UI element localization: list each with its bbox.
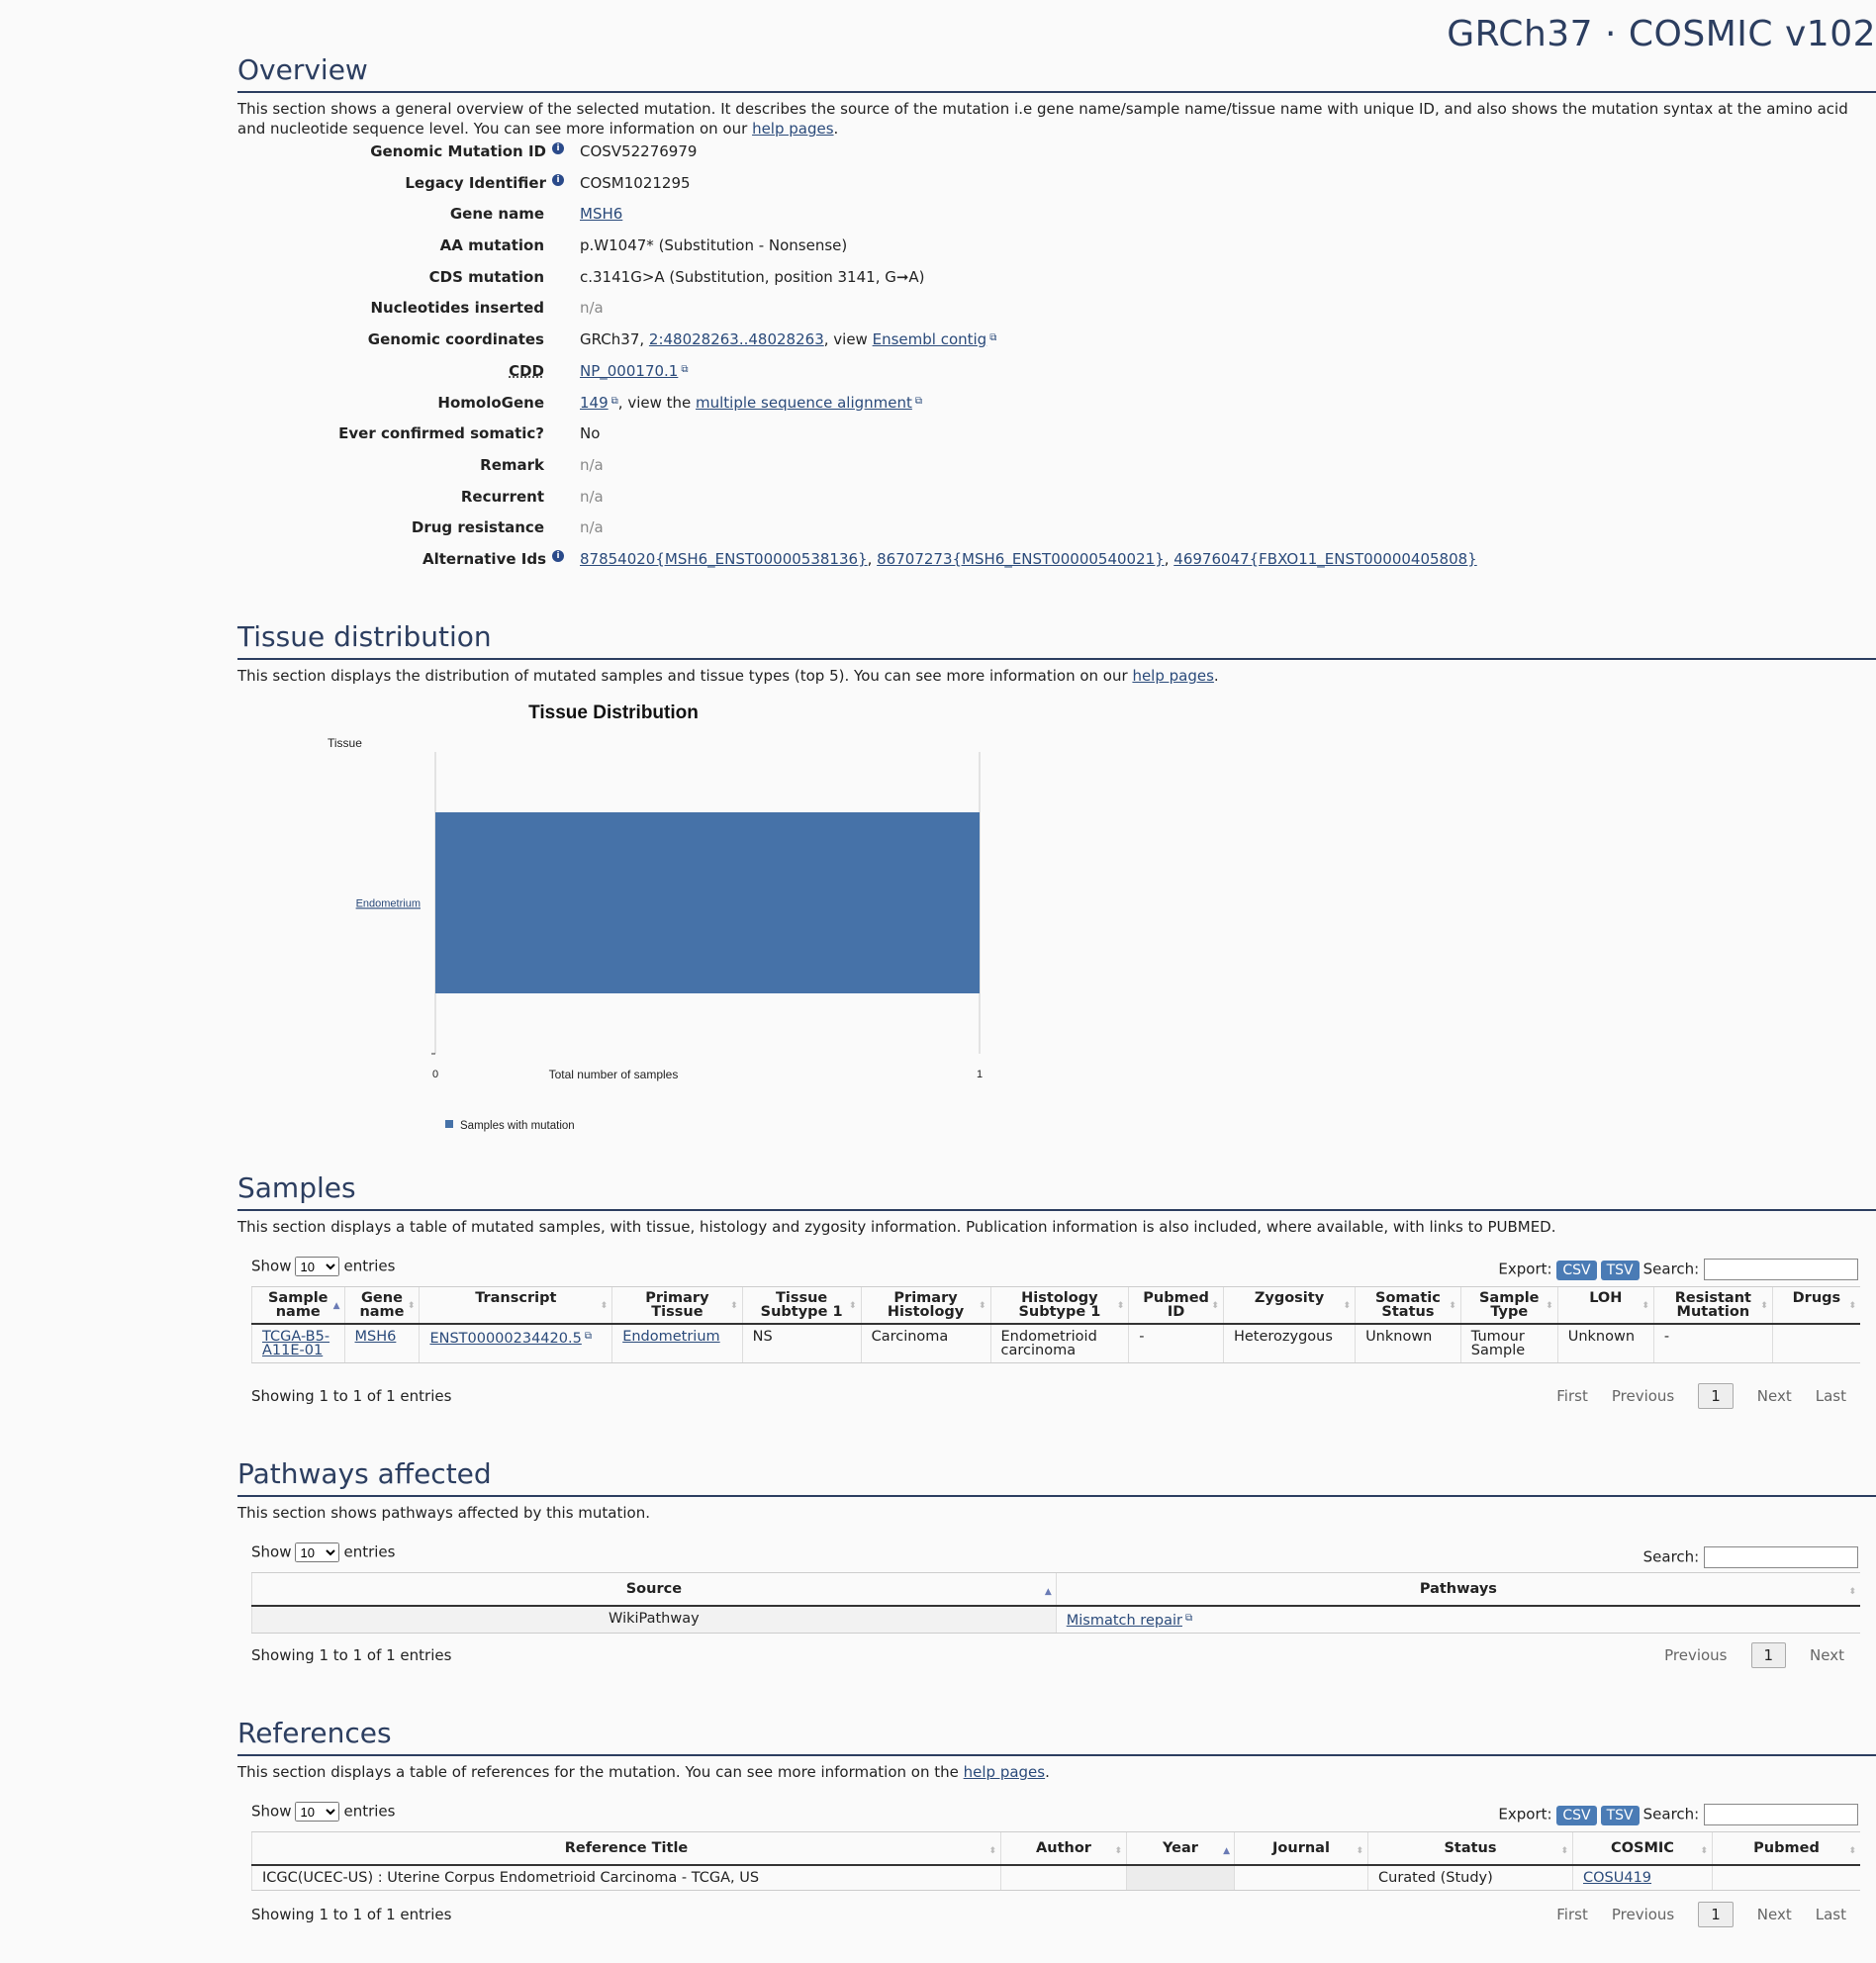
legend-label: Samples with mutation: [460, 1120, 575, 1132]
help-pages-link[interactable]: help pages: [1132, 667, 1214, 685]
pathway-link[interactable]: Mismatch repair: [1066, 1613, 1182, 1629]
transcript-link[interactable]: ENST00000234420.5: [429, 1331, 582, 1347]
current-page-button[interactable]: 1: [1751, 1642, 1787, 1668]
external-link-icon: ⧉: [914, 395, 923, 407]
x-tick-label: 0: [431, 1069, 439, 1080]
samples-toolbar: Export: CSV TSV Search:: [1498, 1259, 1858, 1280]
search-input[interactable]: [1704, 1804, 1858, 1825]
column-header[interactable]: Status ⬍: [1368, 1832, 1573, 1866]
first-page-button[interactable]: First: [1556, 1387, 1588, 1405]
first-page-button[interactable]: First: [1556, 1906, 1588, 1923]
previous-page-button[interactable]: Previous: [1611, 1387, 1675, 1405]
current-page-button[interactable]: 1: [1698, 1383, 1734, 1409]
next-page-button[interactable]: Next: [1756, 1387, 1792, 1405]
sequence-alignment-link[interactable]: multiple sequence alignment: [696, 393, 912, 412]
cosmic-study-link[interactable]: COSU419: [1583, 1870, 1652, 1886]
export-tsv-button[interactable]: TSV: [1601, 1261, 1640, 1280]
release-title: GRCh37 · COSMIC v102: [1447, 14, 1876, 54]
ever-confirmed-value: No: [580, 424, 601, 443]
alternative-id-link[interactable]: 46976047{FBXO11_ENST00000405808}: [1173, 549, 1477, 568]
column-header[interactable]: Drugs ⬍: [1772, 1287, 1860, 1325]
info-icon[interactable]: i: [552, 142, 564, 154]
references-pagination: [1533, 1902, 1846, 1927]
info-icon[interactable]: i: [552, 174, 564, 186]
entries-select[interactable]: [295, 1542, 339, 1562]
column-header[interactable]: Zygosity ⬍: [1223, 1287, 1355, 1325]
bar: [435, 812, 980, 993]
column-header[interactable]: Pathways ⬍: [1056, 1573, 1860, 1607]
samples-info: Showing 1 to 1 of 1 entries: [251, 1387, 452, 1405]
export-tsv-button[interactable]: TSV: [1601, 1806, 1640, 1825]
pathways-pagination: [1641, 1642, 1844, 1668]
genomic-mutation-id-value: COSV52276979: [580, 142, 698, 160]
chart-title: Tissue Distribution: [528, 702, 699, 723]
pathways-intro: This section shows pathways affected by this mutation.: [237, 1504, 650, 1522]
column-header[interactable]: Primary Histology ⬍: [861, 1287, 990, 1325]
tissue-section: [237, 618, 1876, 686]
external-link-icon: ⧉: [989, 332, 997, 344]
gene-name-link[interactable]: MSH6: [580, 205, 623, 224]
overview-details: Genomic Mutation ID i COSV52276979 Legacy Identifier i COSM1021295 Gene name MSH6 AA mutation p.W1047* (Substitution - Nonsense) CDS mutation c.3141G>A (Substitution, position 3141, G➞A) Nucleotides inserted n/a Genomic coordinates GRCh37, 2:48028263..48028263, view Ensembl contig ⧉ CDD NP_000170.1 ⧉ HomoloGene 149 ⧉, view the multiple sequence alignment ⧉ Ever confirmed somatic? No Remark n/a Recurrent n/a Drug resistance n/a Alternative Ids i 87854020{MSH6_ENST00000538136}, 86707273{MSH6_ENST00000540021}, 46976047{FBXO11_ENST00000405808}: [237, 142, 1425, 582]
tissue-intro: This section displays the distribution of mutated samples and tissue types (top 5). You can see more information on our help pages.: [237, 667, 1219, 685]
y-axis-label: Tissue: [328, 736, 362, 750]
tissue-link[interactable]: Endometrium: [622, 1329, 720, 1345]
external-link-icon: ⧉: [1184, 1613, 1193, 1624]
column-header[interactable]: Source ▲: [252, 1573, 1057, 1607]
references-heading: References: [237, 1715, 1876, 1756]
samples-intro: This section displays a table of mutated samples, with tissue, histology and zygosity information. Publication information is also included, where available, with links to PUBMED.: [237, 1218, 1556, 1236]
samples-heading: Samples: [237, 1169, 1876, 1211]
gene-link[interactable]: MSH6: [354, 1329, 397, 1345]
pathways-toolbar: Search:: [1643, 1546, 1858, 1568]
sample-link[interactable]: TCGA-B5-A11E-01: [262, 1329, 330, 1358]
tissue-distribution-chart: [297, 693, 1009, 1148]
references-toolbar: Export: CSV TSV Search:: [1498, 1804, 1858, 1825]
references-length-control: Show 10 entries: [251, 1802, 395, 1822]
column-header[interactable]: Tissue Subtype 1 ⬍: [742, 1287, 861, 1325]
aa-mutation-value: p.W1047* (Substitution - Nonsense): [580, 236, 848, 255]
pathways-info: Showing 1 to 1 of 1 entries: [251, 1646, 452, 1664]
field-label: AA mutation: [439, 236, 544, 255]
references-info: Showing 1 to 1 of 1 entries: [251, 1906, 452, 1923]
export-csv-button[interactable]: CSV: [1556, 1261, 1596, 1280]
column-header[interactable]: Sample Type ⬍: [1460, 1287, 1557, 1325]
table-row: WikiPathway Mismatch repair ⧉: [252, 1606, 1861, 1634]
column-header[interactable]: Year ▲: [1127, 1832, 1235, 1866]
search-input[interactable]: [1704, 1259, 1858, 1280]
table-row: ICGC(UCEC-US) : Uterine Corpus Endometrioid Carcinoma - TCGA, US Curated (Study) COSU419: [252, 1865, 1861, 1891]
remark-value: n/a: [580, 455, 604, 474]
references-section: [237, 1715, 1876, 1782]
x-axis-label: Total number of samples: [548, 1068, 679, 1081]
cdd-link[interactable]: NP_000170.1: [580, 361, 679, 380]
alternative-id-link[interactable]: 87854020{MSH6_ENST00000538136}: [580, 549, 868, 568]
samples-pagination: [1533, 1383, 1846, 1409]
pathways-length-control: Show 10 entries: [251, 1542, 395, 1562]
help-pages-link[interactable]: help pages: [963, 1763, 1046, 1781]
genomic-coordinates-link[interactable]: 2:48028263..48028263: [648, 330, 824, 349]
external-link-icon: ⧉: [610, 395, 618, 407]
ensembl-contig-link[interactable]: Ensembl contig: [872, 330, 987, 349]
column-header[interactable]: Journal ⬍: [1235, 1832, 1368, 1866]
table-row: TCGA-B5-A11E-01 MSH6 ENST00000234420.5 ⧉ Endometrium NS Carcinoma Endometrioid carcinoma - Heterozygous Unknown Tumour Sample Unknown -: [252, 1324, 1861, 1363]
field-label: Genomic coordinates: [367, 330, 544, 349]
recurrent-value: n/a: [580, 487, 604, 506]
field-label: CDD: [509, 361, 544, 380]
entries-select[interactable]: [295, 1257, 339, 1276]
column-header[interactable]: LOH ⬍: [1557, 1287, 1653, 1325]
field-label: Ever confirmed somatic?: [338, 424, 544, 443]
column-header[interactable]: Sample name ▲: [252, 1287, 345, 1325]
field-label: HomoloGene: [437, 393, 544, 412]
column-header[interactable]: Pubmed ⬍: [1713, 1832, 1861, 1866]
field-label: Remark: [480, 455, 544, 474]
column-header[interactable]: Author ⬍: [1001, 1832, 1127, 1866]
pathways-table: [251, 1572, 1860, 1634]
last-page-button[interactable]: Last: [1815, 1906, 1846, 1923]
previous-page-button[interactable]: Previous: [1664, 1646, 1728, 1664]
search-input[interactable]: [1704, 1546, 1858, 1568]
column-header[interactable]: COSMIC ⬍: [1573, 1832, 1713, 1866]
pathways-section: [237, 1455, 1876, 1523]
column-header[interactable]: Transcript ⬍: [420, 1287, 612, 1325]
column-header[interactable]: Somatic Status ⬍: [1356, 1287, 1461, 1325]
x-tick-label: 1: [976, 1069, 984, 1080]
alternative-id-link[interactable]: 86707273{MSH6_ENST00000540021}: [877, 549, 1165, 568]
samples-table: [251, 1286, 1860, 1363]
field-label: Legacy Identifier: [405, 173, 546, 192]
next-page-button[interactable]: Next: [1756, 1906, 1792, 1923]
field-label: Genomic Mutation ID: [370, 142, 546, 160]
tissue-heading: Tissue distribution: [237, 618, 1876, 660]
category-label[interactable]: Endometrium: [355, 897, 421, 910]
column-header[interactable]: Histology Subtype 1 ⬍: [990, 1287, 1129, 1325]
help-pages-link[interactable]: help pages: [752, 120, 834, 138]
nucleotides-inserted-value: n/a: [580, 299, 604, 318]
field-label: Recurrent: [460, 487, 544, 506]
entries-select[interactable]: [295, 1802, 339, 1822]
field-label: CDS mutation: [428, 267, 544, 286]
field-label: Gene name: [449, 205, 544, 224]
cds-mutation-value: c.3141G>A (Substitution, position 3141, G➞A): [580, 267, 925, 286]
info-icon[interactable]: i: [552, 550, 564, 562]
drug-resistance-value: n/a: [580, 518, 604, 537]
next-page-button[interactable]: Next: [1810, 1646, 1844, 1664]
overview-section: [237, 51, 1876, 568]
column-header[interactable]: Resistant Mutation ⬍: [1653, 1287, 1772, 1325]
column-header[interactable]: Primary Tissue ⬍: [612, 1287, 742, 1325]
last-page-button[interactable]: Last: [1815, 1387, 1846, 1405]
previous-page-button[interactable]: Previous: [1611, 1906, 1675, 1923]
external-link-icon: ⧉: [584, 1331, 592, 1342]
field-label: Drug resistance: [411, 518, 544, 537]
current-page-button[interactable]: 1: [1698, 1902, 1734, 1927]
pathways-heading: Pathways affected: [237, 1455, 1876, 1497]
legacy-identifier-value: COSM1021295: [580, 173, 691, 192]
legend-swatch: [445, 1120, 453, 1128]
references-intro: This section displays a table of references for the mutation. You can see more information on the help pages.: [237, 1763, 1050, 1781]
overview-intro: This section shows a general overview of the selected mutation. It describes the source of the mutation i.e gene name/sample name/tissue name with unique ID, and also shows the mutation syntax at the amino acid and nucleotide sequence level. You can see more information on our help pages.: [237, 100, 1848, 138]
column-header[interactable]: Reference Title ⬍: [252, 1832, 1001, 1866]
field-label: Nucleotides inserted: [370, 299, 544, 318]
references-table: [251, 1831, 1860, 1891]
samples-length-control: Show 10 entries: [251, 1257, 395, 1276]
overview-heading: Overview: [237, 51, 1876, 93]
homologene-link[interactable]: 149: [580, 393, 609, 412]
external-link-icon: ⧉: [681, 363, 689, 375]
column-header[interactable]: Gene name ⬍: [344, 1287, 420, 1325]
samples-section: [237, 1169, 1876, 1237]
export-csv-button[interactable]: CSV: [1556, 1806, 1596, 1825]
field-label: Alternative Ids: [422, 549, 546, 568]
column-header[interactable]: Pubmed ID ⬍: [1129, 1287, 1224, 1325]
